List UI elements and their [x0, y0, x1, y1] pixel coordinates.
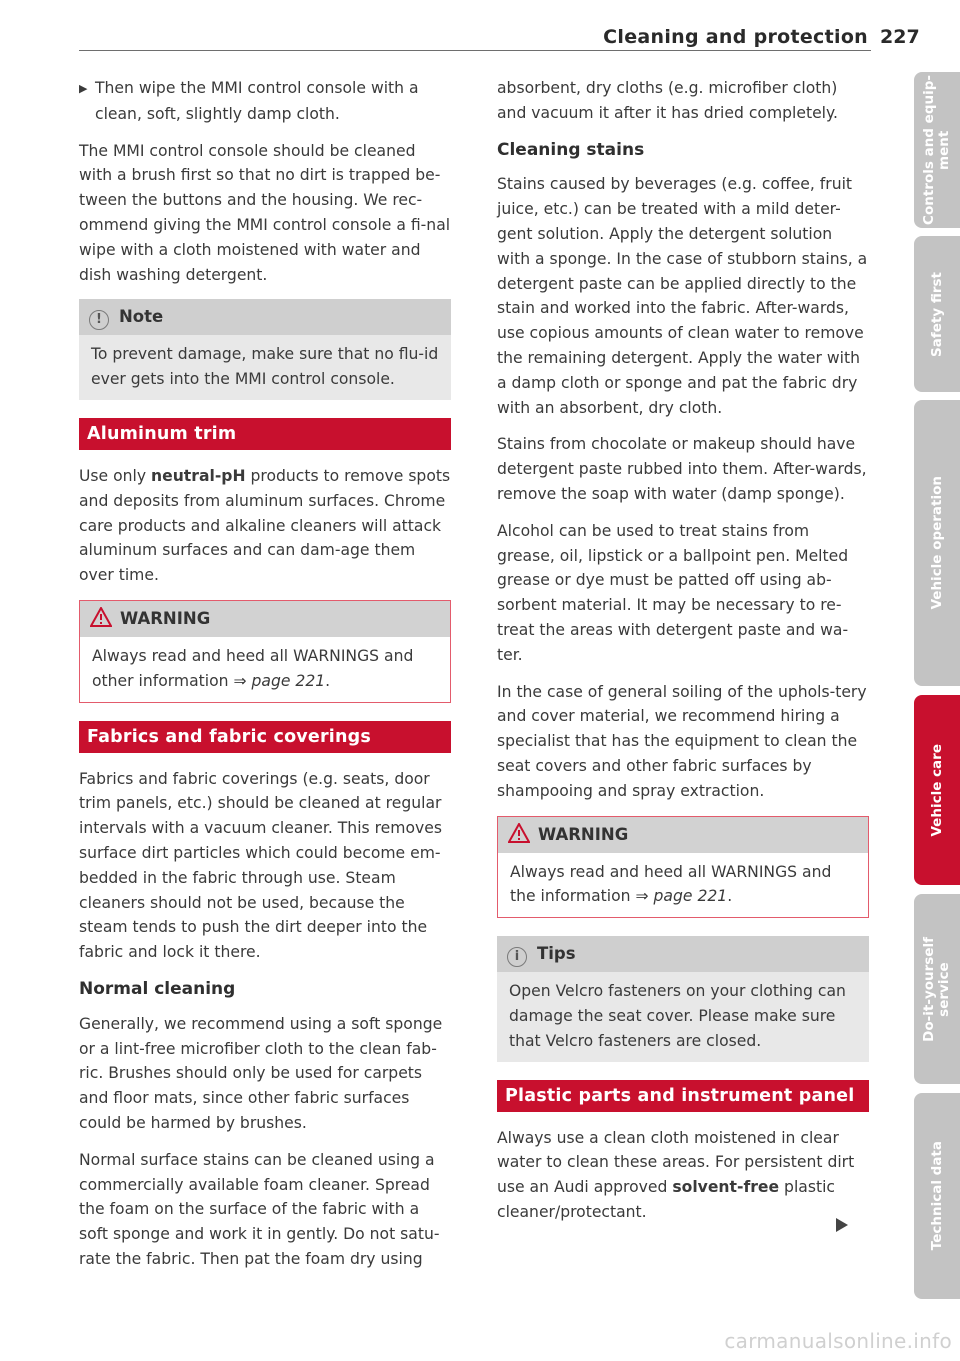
- subheading-normal-cleaning: Normal cleaning: [79, 978, 236, 999]
- continued-paragraph: absorbent, dry cloths (e.g. microfiber cloth) and vacuum it after it has dried completely.: [497, 79, 838, 122]
- exclamation-circle-icon: !: [89, 310, 109, 330]
- running-title: Cleaning and protection: [603, 26, 868, 48]
- tips-title: Tips: [537, 944, 576, 964]
- page-reference-link[interactable]: ⇒ page 221: [233, 671, 326, 690]
- tips-body: Open Velcro fasteners on your clothing can damage the seat cover. Please make sure that Velcro fasteners are closed.: [497, 972, 869, 1061]
- side-tab-label: Controls and equip- ment: [921, 75, 952, 225]
- section-heading-fabrics: Fabrics and fabric coverings: [79, 721, 451, 753]
- page-number: 227: [880, 26, 920, 48]
- bullet-text: Then wipe the MMI control console with a clean, soft, slightly damp cloth.: [95, 79, 419, 123]
- continue-arrow-icon: [836, 1218, 848, 1232]
- section-heading-aluminum: Aluminum trim: [79, 418, 451, 450]
- warning-end: .: [325, 671, 331, 690]
- note-title: Note: [119, 307, 164, 327]
- bullet-triangle-icon: ▶: [79, 82, 88, 95]
- side-tab-safety[interactable]: [914, 236, 960, 392]
- stains-paragraph-1: Stains caused by beverages (e.g. coffee, fruit juice, etc.) can be treated with a mild deter-gent solution. Apply the detergent solution with a sponge. In the case of stubborn stains, a detergent paste can be applied directly to the stain and worked into the fabric. After-wards, use copious amounts of clean water to remove the remaining detergent. Apply the water with a damp cloth or sponge and pat the fabric dry with an absorbent, dry cloth.: [497, 175, 868, 417]
- side-tab-label: Technical data: [928, 1141, 945, 1251]
- warning-title: WARNING: [120, 608, 211, 628]
- side-tab-vehicle-care[interactable]: [914, 695, 960, 885]
- normal-cleaning-paragraph-1: Generally, we recommend using a soft sponge or a lint-free microfiber cloth to the clean fab-ric. Brushes should only be used for carpets and floor mats, since other fabric surfaces could be harmed by brushes.: [79, 1014, 443, 1132]
- side-tab-technical-data[interactable]: [914, 1093, 960, 1299]
- side-tab-label: Do-it-yourself service: [921, 936, 952, 1042]
- side-tab-do-it-yourself[interactable]: [914, 894, 960, 1084]
- tips-box: [497, 936, 869, 1061]
- warning-text: Always read and heed all WARNINGS and other information: [92, 646, 414, 690]
- warning-body: [80, 637, 450, 702]
- warning-header: [498, 817, 868, 853]
- warning-title: WARNING: [538, 824, 629, 844]
- section-heading-plastic: Plastic parts and instrument panel: [497, 1080, 869, 1112]
- note-body: To prevent damage, make sure that no flu-id ever gets into the MMI control console.: [79, 335, 451, 400]
- note-box: [79, 299, 451, 400]
- tips-header: [497, 936, 869, 972]
- warning-end: .: [727, 887, 733, 906]
- plastic-text-before: Always use a clean cloth moistened in clear water to clean these areas. For persistent dirt use an Audi approved: [497, 1128, 855, 1197]
- mmi-cleaning-paragraph: The MMI control console should be cleaned with a brush first so that no dirt is trapped be-tween the buttons and the housing. We rec-ommend giving the MMI control console a fi-nal wipe with a cloth moistened with water and dish washing detergent.: [79, 141, 451, 284]
- side-tab-controls[interactable]: [914, 72, 960, 228]
- side-tab-label: Vehicle care: [928, 743, 945, 837]
- solvent-free-term: solvent-free: [672, 1178, 780, 1197]
- subheading-cleaning-stains: Cleaning stains: [497, 139, 645, 160]
- page-reference-link[interactable]: ⇒ page 221: [635, 887, 728, 906]
- left-column: [79, 76, 451, 1284]
- warning-triangle-icon: [90, 607, 112, 627]
- aluminum-text-before: Use only: [79, 466, 152, 485]
- side-tab-vehicle-operation[interactable]: [914, 400, 960, 686]
- warning-text: Always read and heed all WARNINGS and the information: [510, 862, 832, 906]
- note-header: [79, 299, 451, 335]
- fabrics-paragraph: Fabrics and fabric coverings (e.g. seats, door trim panels, etc.) should be cleaned at regular intervals with a vacuum cleaner. This removes surface dirt particles which could become em-bedded in the fabric through use. Steam cleaners should not be used, because the steam tends to push the dirt deeper into the fabric and lock it there.: [79, 769, 442, 962]
- aluminum-paragraph: [79, 464, 451, 588]
- warning-box-right: [497, 816, 869, 919]
- stains-paragraph-2: Stains from chocolate or makeup should have detergent paste rubbed into them. After-wards, remove the soap with water (damp sponge).: [497, 435, 867, 503]
- plastic-text-after: plastic cleaner/protectant.: [497, 1178, 835, 1221]
- side-tab-label: Safety first: [928, 271, 945, 357]
- warning-triangle-icon: [508, 823, 530, 843]
- warning-header: [80, 601, 450, 637]
- side-tab-label: Vehicle operation: [928, 476, 945, 610]
- info-circle-icon: i: [507, 947, 527, 967]
- header-divider: [79, 50, 871, 51]
- watermark: carmanualsonline.info: [724, 1329, 952, 1353]
- neutral-ph-term: neutral-pH: [151, 466, 246, 485]
- aluminum-text-after: products to remove spots and deposits from aluminum surfaces. Chrome care products and alkaline cleaners will attack aluminum surfaces and can dam-age them over time.: [79, 466, 451, 585]
- bullet-instruction: [79, 76, 451, 127]
- plastic-paragraph: [497, 1126, 869, 1225]
- stains-paragraph-4: In the case of general soiling of the uphols-tery and cover material, we recommend hiring a specialist that has the equipment to clean the seat covers and other fabric surfaces by shampooing and spray extraction.: [497, 682, 867, 800]
- stains-paragraph-3: Alcohol can be used to treat stains from grease, oil, lipstick or a ballpoint pen. Melted grease or dye must be patted off using ab-sorbent material. It may be necessary to re-treat the areas with detergent paste and wa-ter.: [497, 521, 849, 664]
- normal-cleaning-paragraph-2: Normal surface stains can be cleaned using a commercially available foam cleaner. Spread the foam on the surface of the fabric with a soft sponge and work it in gently. Do not satu-rate the fabric. Then pat the foam dry using: [79, 1150, 440, 1268]
- right-column: [497, 76, 869, 1237]
- warning-box-left: [79, 600, 451, 703]
- warning-body: [498, 853, 868, 918]
